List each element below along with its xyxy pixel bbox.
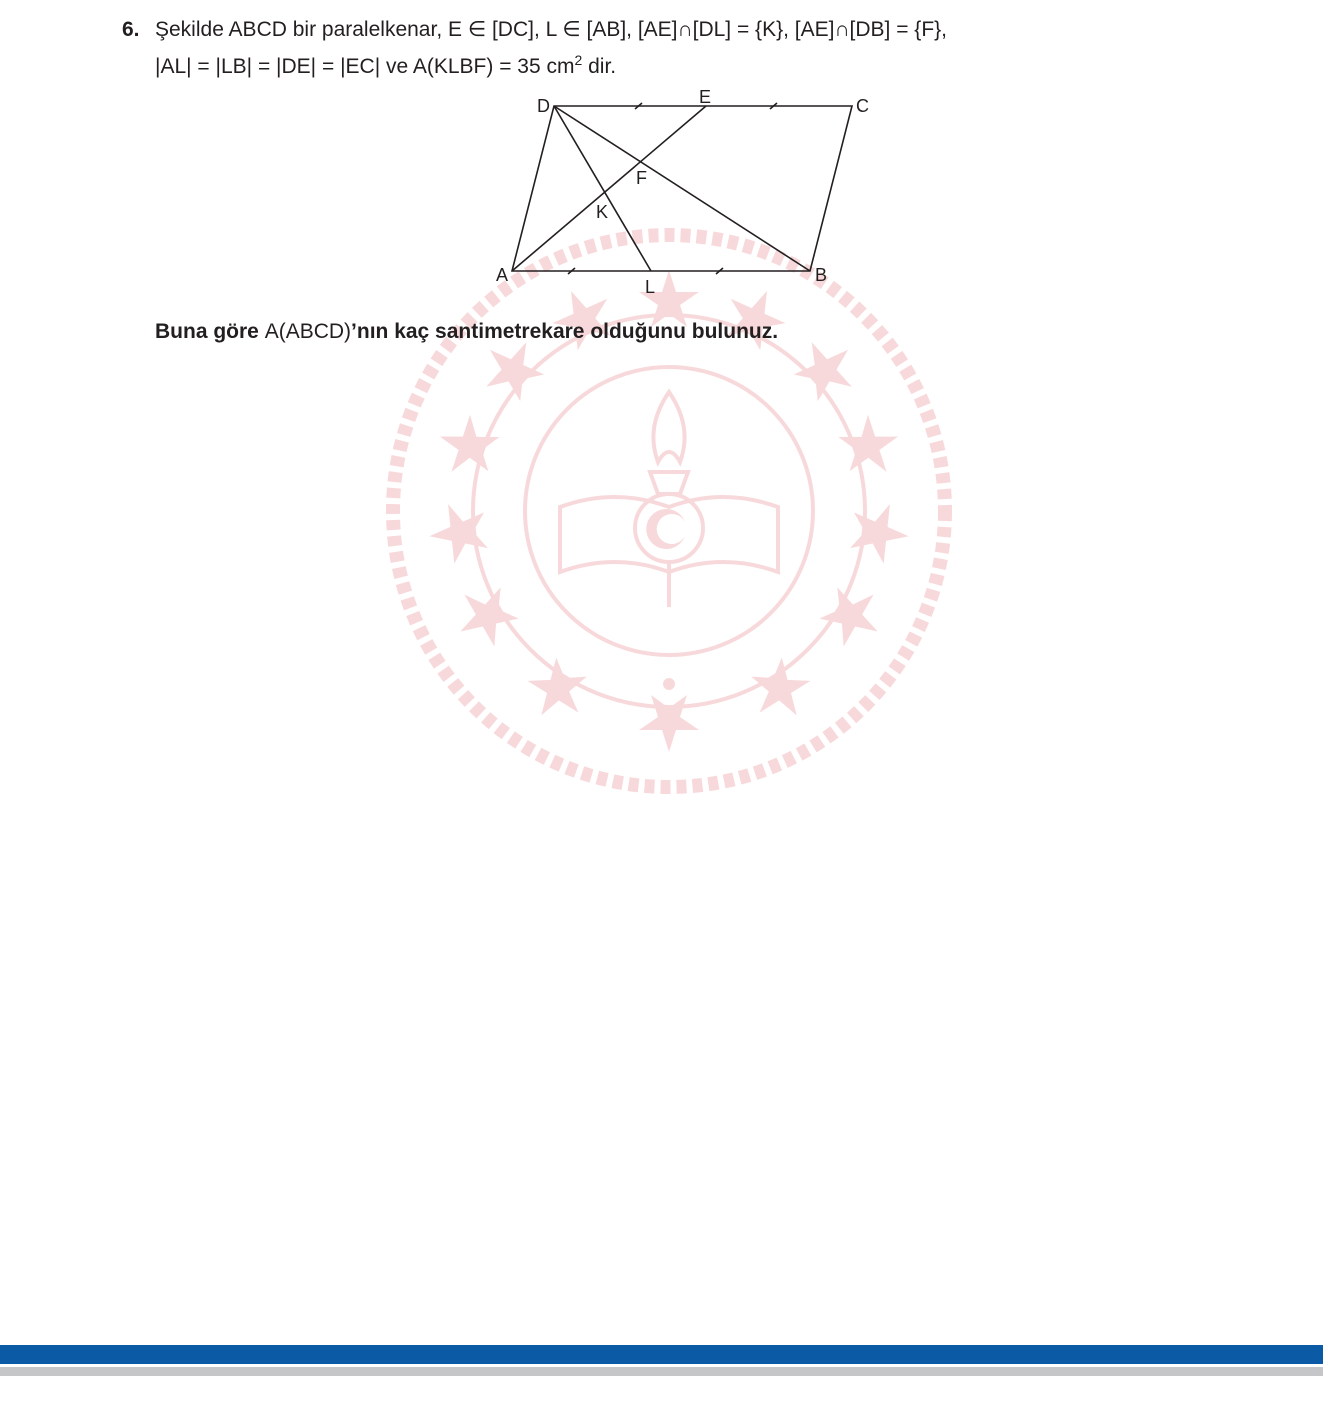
label-e: E [699,87,712,107]
meb-seal-icon [380,222,958,800]
parallelogram-figure [480,84,900,304]
question-text-line1: Şekilde ABCD bir paralelkenar, E ∈ [DC], L ∈ [AB], [AE]∩[DL] = {K}, [AE]∩[DB] = {F}, [155,18,948,41]
area-unit-exponent: 2 [574,52,583,68]
question-text-line2-main: |AL| = |LB| = |DE| = |EC| ve A(KLBF) = 35 cm [155,55,575,78]
label-c: C [856,96,869,116]
segment-ae [512,106,706,271]
footer-gray-bar [0,1367,1323,1376]
question-text-line2 [155,45,616,82]
segment-dl [554,106,651,271]
label-d: D [537,96,550,116]
prompt-math: A(ABCD) [264,320,352,343]
question-number: 6. [122,18,140,41]
label-b: B [815,265,828,285]
footer-blue-bar [0,1345,1323,1364]
label-a: A [496,265,509,285]
label-l: L [645,277,656,297]
question-prompt [155,320,778,344]
prompt-after: ’nın kaç santimetrekare olduğunu bulunuz. [351,320,779,343]
question-text-line2-end: dir. [582,55,617,78]
segment-db [554,106,810,271]
prompt-before: Buna göre [155,320,265,343]
label-f: F [636,168,647,188]
label-k: K [596,202,609,222]
